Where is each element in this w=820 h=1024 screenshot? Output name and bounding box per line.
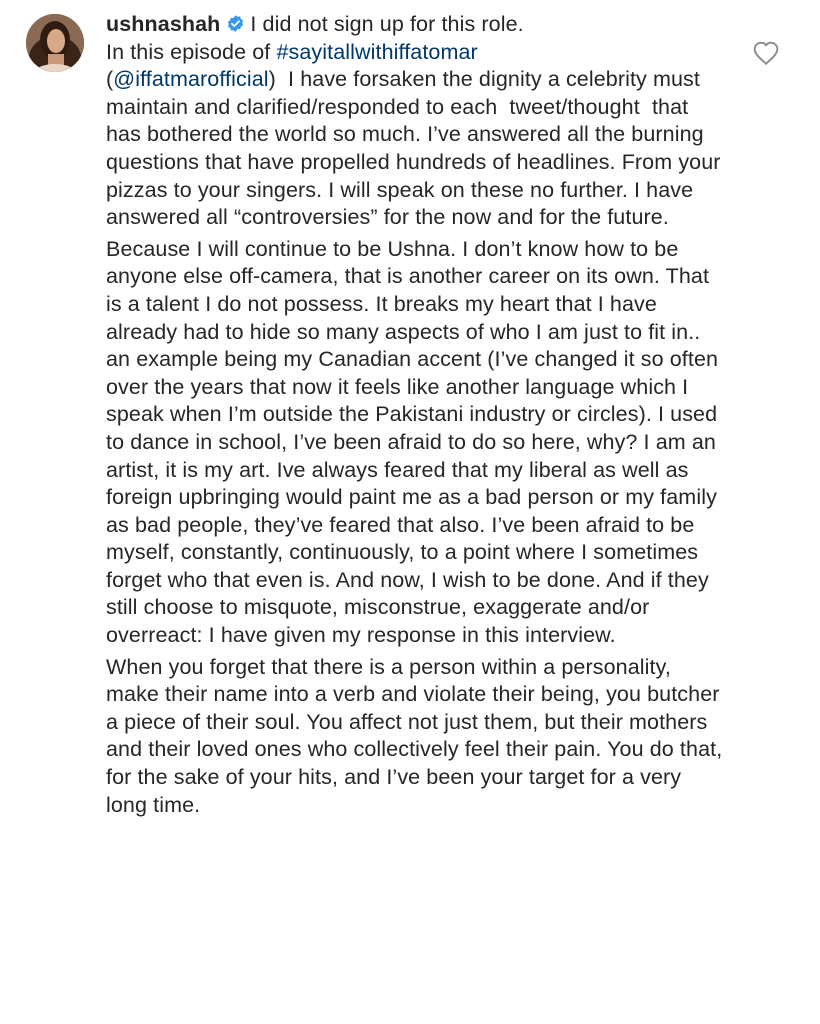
- avatar[interactable]: [26, 14, 84, 72]
- profile-photo: [26, 14, 84, 72]
- mention-link[interactable]: @iffatmarofficial: [113, 67, 269, 92]
- caption-paragraph-3: When you forget that there is a person within a personality, make their name into a verb and violate their being, you butcher a piece of their soul. You affect not just them, but their mothers and their loved ones who collectively feel their pain. You do that, for the sake of your hits, and I’ve been your target for a very long time.: [106, 654, 729, 817]
- verified-badge-icon: [226, 14, 245, 33]
- caption-paragraph-1: [106, 11, 726, 232]
- comment-caption: [106, 11, 729, 819]
- caption-paragraph-2: Because I will continue to be Ushna. I don’t know how to be anyone else off-camera, that is another career on its own. That is a talent I do not possess. It breaks my heart that I have already had to hide so many aspects of who I am just to fit in.. an example being my Canadian accent (I’ve changed it so often over the years that now it feels like another language which I speak when I’m outside the Pakistani industry or circles). I used to dance in school, I’ve been afraid to do so here, why? I am an artist, it is my art. Ive always feared that my liberal as well as foreign upbringing would paint me as a bad person or my family as bad people, they’ve feared that also. I’ve been afraid to be myself, constantly, continuously, to a point where I sometimes forget who that even is. And now, I wish to be done. And if they still choose to misquote, misconstrue, exaggerate and/or overreact: I have given my response in this interview.: [106, 236, 725, 648]
- mention-open: (: [106, 67, 114, 92]
- username-link[interactable]: ushnashah: [106, 12, 221, 36]
- first-line: I did not sign up for this role.: [250, 12, 524, 36]
- paragraph-1-text: I have forsaken the dignity a celebrity must maintain and clarified/responded to each tweet/thought that has bothered the world so much. I’ve answered all the burning questions that have propelled hundreds of headlines. From your pizzas to your singers. I will speak on these no further. I have answered all “controversies” for the now and for the future.: [106, 67, 727, 230]
- hashtag-link[interactable]: #sayitallwithiffatomar: [276, 39, 478, 64]
- mention-close: ): [268, 67, 276, 92]
- heart-outline-icon: [752, 40, 780, 66]
- intro-text: In this episode of: [106, 39, 277, 64]
- like-button[interactable]: [752, 40, 780, 66]
